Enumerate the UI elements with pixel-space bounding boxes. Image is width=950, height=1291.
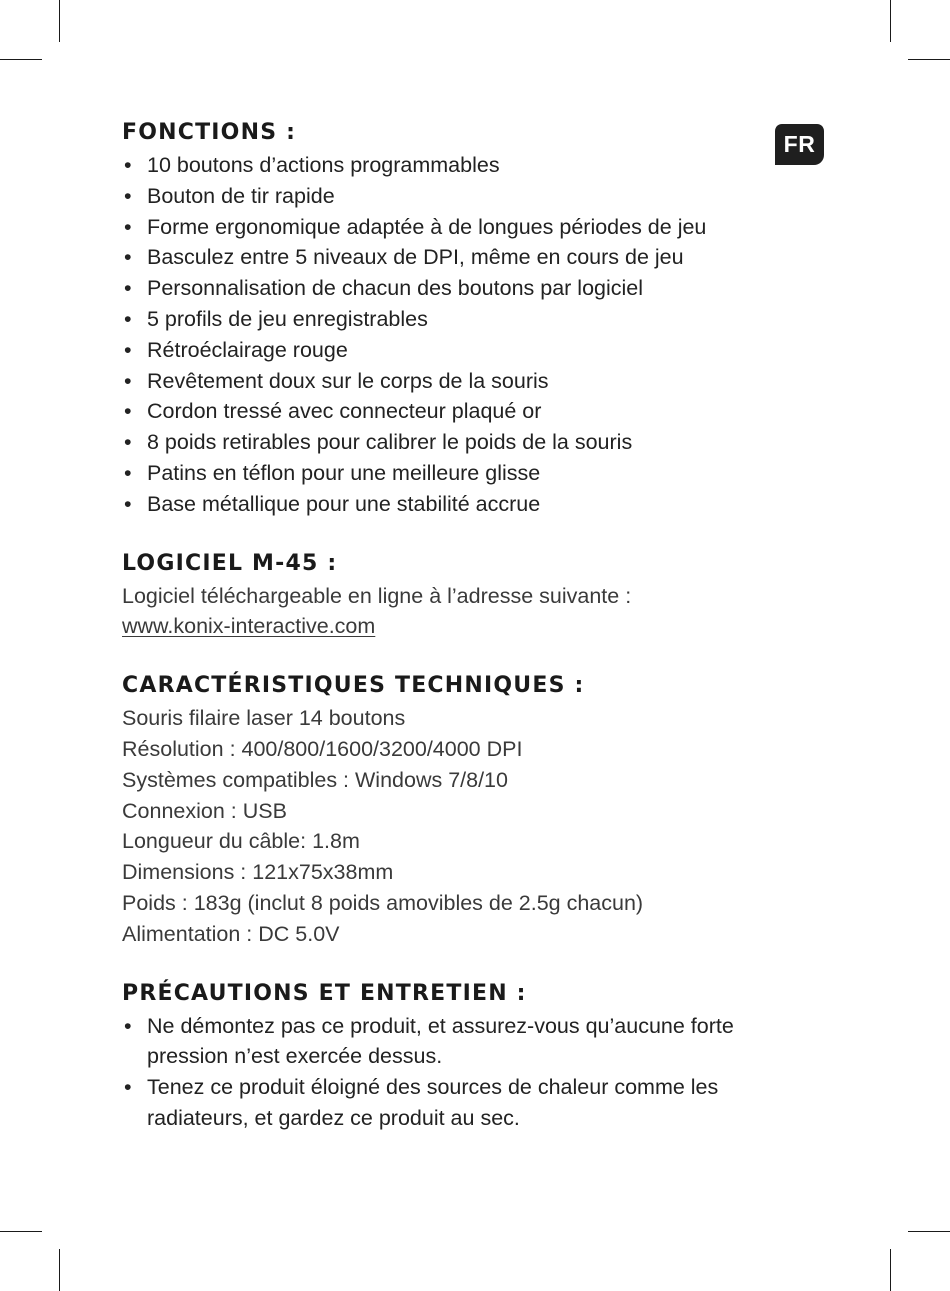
list-item: • Ne démontez pas ce produit, et assurez-vous qu’aucune forte pression n’est exercée dessus. (122, 1011, 782, 1073)
list-item: • Forme ergonomique adaptée à de longues périodes de jeu (122, 212, 782, 243)
bullet-icon: • (124, 306, 132, 331)
crop-mark-top-left-v (59, 0, 60, 42)
bullet-icon: • (124, 399, 132, 424)
spec-line: Souris filaire laser 14 boutons (122, 706, 406, 731)
list-item: • 10 boutons d’actions programmables (122, 150, 782, 181)
list-item: • Cordon tressé avec connecteur plaqué or (122, 396, 782, 427)
spec-line: Longueur du câble: 1.8m (122, 829, 360, 854)
crop-mark-top-left-h (0, 59, 42, 60)
bullet-icon: • (124, 368, 132, 393)
list-item: • Personnalisation de chacun des boutons par logiciel (122, 273, 782, 304)
bullet-icon: • (124, 1075, 132, 1100)
crop-mark-bottom-left-v (59, 1249, 60, 1291)
spec-line: Systèmes compatibles : Windows 7/8/10 (122, 767, 508, 792)
crop-mark-bottom-left-h (0, 1231, 42, 1232)
heading-caracteristiques: CARACTÉRISTIQUES TECHNIQUES : (122, 673, 585, 699)
list-item: • Patins en téflon pour une meilleure glisse (122, 458, 782, 489)
website-link[interactable]: www.konix-interactive.com (122, 614, 376, 639)
list-item: • Base métallique pour une stabilité accrue (122, 489, 782, 520)
spec-line: Dimensions : 121x75x38mm (122, 860, 394, 885)
bullet-icon: • (124, 337, 132, 362)
manual-page-content (122, 116, 782, 1161)
heading-logiciel: LOGICIEL M-45 : (122, 550, 338, 576)
list-item: • 8 poids retirables pour calibrer le poids de la souris (122, 427, 782, 458)
list-item: • Basculez entre 5 niveaux de DPI, même en cours de jeu (122, 242, 782, 273)
section-fonctions (122, 116, 782, 520)
list-item: • Rétroéclairage rouge (122, 335, 782, 366)
spec-line: Alimentation : DC 5.0V (122, 921, 340, 946)
bullet-icon: • (124, 153, 132, 177)
spec-line: Connexion : USB (122, 798, 287, 823)
bullet-icon: • (124, 491, 132, 516)
spec-line: Poids : 183g (inclut 8 poids amovibles de 2.5g chacun) (122, 890, 644, 915)
bullet-icon: • (124, 183, 132, 208)
list-item: • Bouton de tir rapide (122, 181, 782, 212)
bullet-icon: • (124, 214, 132, 239)
list-item: • 5 profils de jeu enregistrables (122, 304, 782, 335)
language-badge: FR (775, 124, 824, 165)
list-item: • Tenez ce produit éloigné des sources de chaleur comme les radiateurs, et gardez ce produit au sec. (122, 1072, 782, 1134)
bullet-icon: • (124, 1013, 132, 1038)
bullet-icon: • (124, 276, 132, 301)
precautions-list (122, 1011, 782, 1134)
list-item: • Revêtement doux sur le corps de la souris (122, 366, 782, 397)
logiciel-text: Logiciel téléchargeable en ligne à l’adresse suivante : (122, 583, 632, 608)
section-logiciel (122, 547, 782, 643)
spec-line: Résolution : 400/800/1600/3200/4000 DPI (122, 736, 523, 761)
section-caracteristiques (122, 669, 782, 949)
bullet-icon: • (124, 430, 132, 455)
crop-mark-top-right-v (890, 0, 891, 42)
bullet-icon: • (124, 460, 132, 485)
bullet-icon: • (124, 245, 132, 270)
fonctions-list (122, 150, 782, 520)
crop-mark-bottom-right-h (908, 1231, 950, 1232)
crop-mark-top-right-h (908, 59, 950, 60)
section-precautions (122, 977, 782, 1134)
heading-fonctions: FONCTIONS : (122, 120, 297, 145)
crop-mark-bottom-right-v (890, 1249, 891, 1291)
heading-precautions: PRÉCAUTIONS ET ENTRETIEN : (122, 980, 527, 1006)
